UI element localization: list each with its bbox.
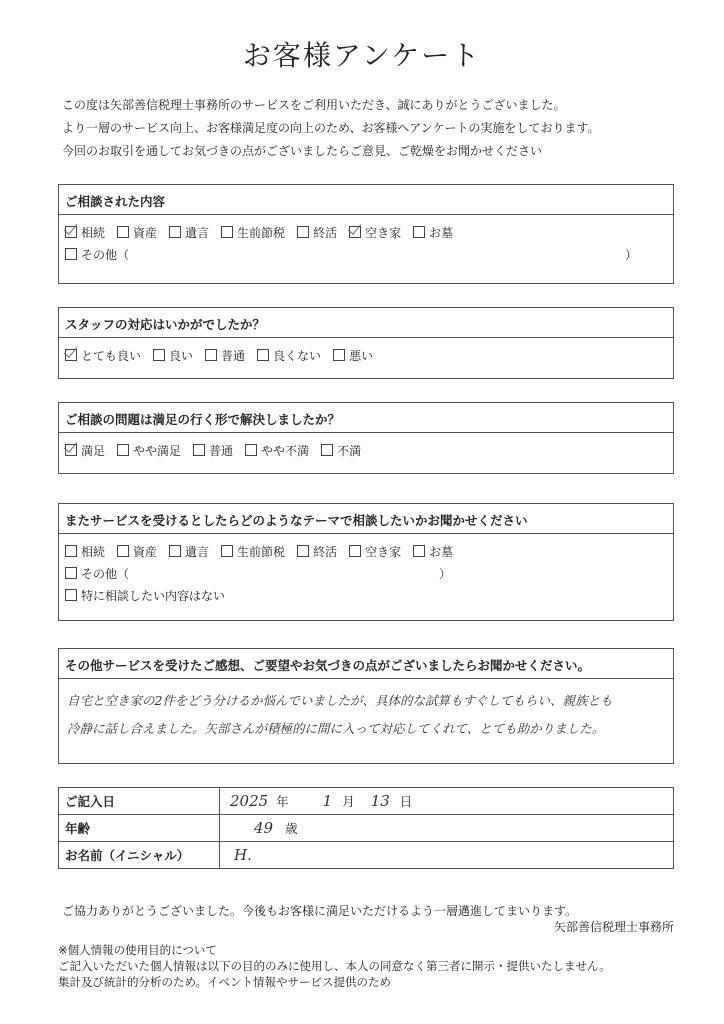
q1-option[interactable]: 資産: [117, 224, 157, 241]
age-label: 年齢: [59, 815, 220, 842]
checkbox[interactable]: [65, 226, 77, 238]
q4-other-row[interactable]: [65, 562, 667, 584]
q2-option[interactable]: 良い: [153, 347, 193, 364]
table-row: [59, 815, 674, 842]
checkbox[interactable]: [221, 545, 233, 557]
q2-options: [65, 344, 667, 366]
q3-options: [65, 439, 667, 461]
intro-line: この度は矢部善信税理士事務所のサービスをご利用いただき、誠にありがとうございました。: [62, 98, 566, 112]
checkbox[interactable]: [349, 226, 361, 238]
question-staff-response: [58, 307, 674, 379]
q4-none-row[interactable]: [65, 584, 667, 606]
checkbox[interactable]: [65, 248, 77, 260]
comment-answer[interactable]: [59, 679, 673, 743]
question-consultation-content: [58, 184, 674, 284]
q4-options: [65, 540, 667, 562]
checkbox[interactable]: [65, 567, 77, 579]
q4-option[interactable]: 遺言: [169, 543, 209, 560]
q1-option[interactable]: 生前節税: [221, 224, 285, 241]
checkbox[interactable]: [205, 349, 217, 361]
checkbox[interactable]: [297, 226, 309, 238]
q3-option[interactable]: 満足: [65, 442, 105, 459]
q2-option[interactable]: 普通: [205, 347, 245, 364]
privacy-title: ※個人情報の使用目的について: [58, 943, 217, 957]
q1-option[interactable]: 終活: [297, 224, 337, 241]
q2-option[interactable]: 良くない: [257, 347, 321, 364]
checkbox[interactable]: [321, 444, 333, 456]
question-title: スタッフの対応はいかがでしたか？: [59, 308, 673, 338]
office-name: 矢部善信税理士事務所: [553, 920, 674, 934]
intro-text: [62, 94, 599, 163]
privacy-line: 集計及び統計的分析のため。イベント情報やサービス提供のため: [58, 975, 392, 989]
checkbox[interactable]: [65, 545, 77, 557]
q4-option[interactable]: 終活: [297, 543, 337, 560]
checkbox[interactable]: [117, 444, 129, 456]
other-close: ）: [624, 247, 637, 262]
checkbox[interactable]: [193, 444, 205, 456]
other-label: その他（: [81, 566, 130, 581]
q2-option[interactable]: 悪い: [333, 347, 373, 364]
checkbox[interactable]: [245, 444, 257, 456]
checkbox[interactable]: [153, 349, 165, 361]
date-label: ご記入日: [59, 788, 220, 815]
answer-line: 自宅と空き家の2件をどう分けるか悩んでいましたが、具体的な試算もすぐしてもらい、親族とも: [67, 693, 613, 708]
year-unit: 年: [276, 794, 289, 809]
q1-option[interactable]: お墓: [413, 224, 453, 241]
question-title: ご相談の問題は満足の行く形で解決しましたか？: [59, 403, 673, 433]
checkbox[interactable]: [349, 545, 361, 557]
month-unit: 月: [342, 794, 355, 809]
q4-option[interactable]: 相続: [65, 543, 105, 560]
checkbox[interactable]: [65, 444, 77, 456]
checkbox[interactable]: [413, 226, 425, 238]
checkbox[interactable]: [333, 349, 345, 361]
q1-option[interactable]: 空き家: [349, 224, 401, 241]
name-label: お名前（イニシャル）: [59, 842, 220, 869]
q1-other-row[interactable]: [65, 243, 667, 265]
q4-option[interactable]: 空き家: [349, 543, 401, 560]
name-value: H.: [234, 846, 252, 864]
respondent-info-table: [58, 787, 674, 869]
question-future-themes: [58, 503, 674, 621]
privacy-notice: [58, 942, 611, 990]
q3-option[interactable]: 普通: [193, 442, 233, 459]
q1-option[interactable]: 遺言: [169, 224, 209, 241]
q2-option[interactable]: とても良い: [65, 347, 141, 364]
checkbox[interactable]: [169, 545, 181, 557]
question-title: ご相談された内容: [59, 185, 673, 215]
thanks-text: ご協力ありがとうございました。今後もお客様に満足いただけるよう一層邁進してまいります。: [62, 904, 578, 918]
checkbox[interactable]: [65, 589, 77, 601]
checkbox[interactable]: [257, 349, 269, 361]
q4-option[interactable]: 生前節税: [221, 543, 285, 560]
name-field[interactable]: [220, 842, 674, 869]
q3-option[interactable]: やや不満: [245, 442, 309, 459]
intro-line: 今回のお取引を通してお気づきの点がございましたらご意見、ご乾燥をお聞かせください: [62, 144, 543, 158]
other-label: その他（: [81, 247, 130, 262]
q4-option[interactable]: 資産: [117, 543, 157, 560]
question-title: またサービスを受けるとしたらどのようなテーマで相談したいかお聞かせください: [59, 504, 673, 534]
table-row: [59, 842, 674, 869]
age-value: 49: [254, 819, 274, 837]
question-title: その他サービスを受けたご感想、ご要望やお気づきの点がございましたらお聞かせください。: [59, 649, 673, 679]
q1-options: [65, 221, 667, 243]
table-row: [59, 788, 674, 815]
q4-option[interactable]: お墓: [413, 543, 453, 560]
age-field[interactable]: [220, 815, 674, 842]
privacy-line: ご記入いただいた個人情報は以下の目的のみに使用し、本人の同意なく第三者に開示・提供いたしません。: [58, 959, 611, 973]
q1-option[interactable]: 相続: [65, 224, 105, 241]
checkbox[interactable]: [65, 349, 77, 361]
q3-option[interactable]: 不満: [321, 442, 361, 459]
checkbox[interactable]: [117, 226, 129, 238]
answer-line: 冷静に話し合えました。矢部さんが積極的に間に入って対応してくれて、とても助かりました。: [67, 721, 605, 736]
q3-option[interactable]: やや満足: [117, 442, 181, 459]
checkbox[interactable]: [413, 545, 425, 557]
checkbox[interactable]: [297, 545, 309, 557]
date-month: 1: [322, 792, 333, 810]
date-year: 2025: [230, 792, 269, 810]
intro-line: より一層のサービス向上、お客様満足度の向上のため、お客様へアンケートの実施をしております。: [62, 121, 600, 135]
question-comments: [58, 648, 674, 764]
date-field[interactable]: [220, 788, 674, 815]
day-unit: 日: [399, 794, 413, 809]
checkbox[interactable]: [221, 226, 233, 238]
checkbox[interactable]: [169, 226, 181, 238]
question-satisfaction: [58, 402, 674, 474]
other-close: ）: [439, 566, 452, 581]
checkbox[interactable]: [117, 545, 129, 557]
none-label: 特に相談したい内容はない: [81, 588, 226, 603]
date-day: 13: [370, 792, 390, 810]
page-title: お客様アンケート: [242, 39, 482, 72]
age-unit: 歳: [285, 821, 298, 836]
